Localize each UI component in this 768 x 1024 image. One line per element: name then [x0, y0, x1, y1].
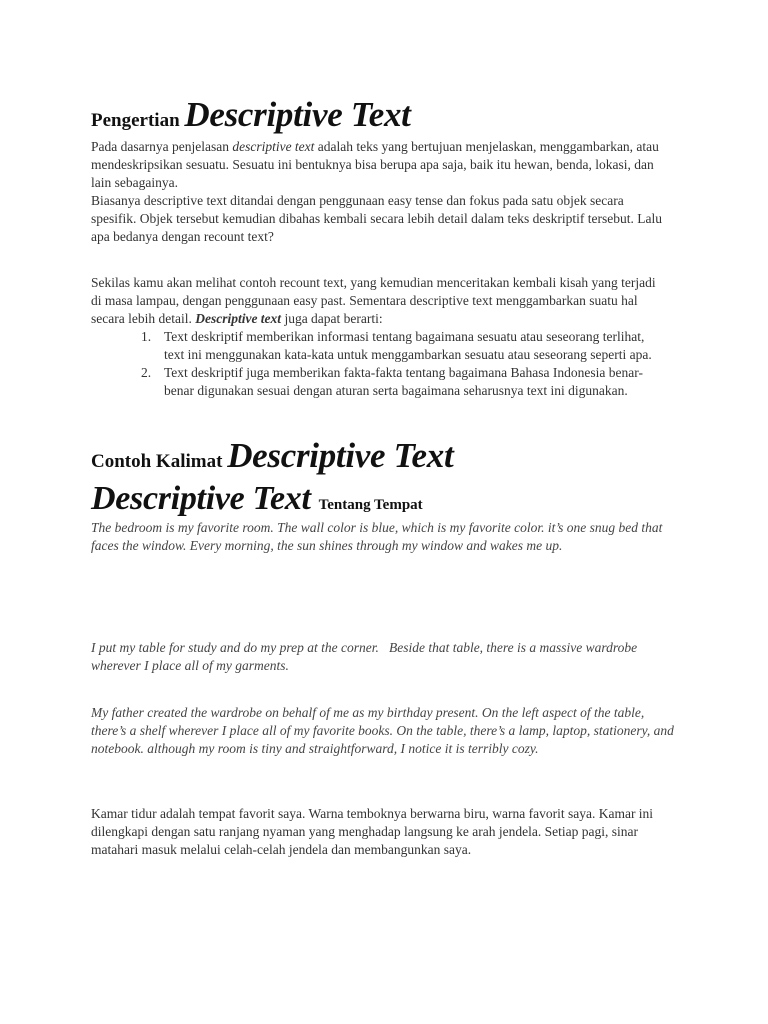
tense-paragraph: Biasanya descriptive text ditandai dengan penggunaan easy tense dan fokus pada satu objek secara spesifik. Objek tersebut kemudian dibahas kembali secara lebih detail dalam teks deskriptif tersebut. Lalu apa bedanya dengan recount text? [91, 193, 662, 244]
section-heading-contoh [91, 436, 453, 476]
heading-prefix: Contoh Kalimat [91, 451, 223, 472]
subheading-suffix: Tentang Tempat [318, 497, 423, 513]
heading-prefix: Pengertian [91, 110, 180, 131]
comparison-text-em: Descriptive text [195, 311, 282, 326]
intro-text-a: Pada dasarnya penjelasan [91, 139, 233, 154]
subheading-tempat [91, 480, 423, 518]
intro-text-em: descriptive text [232, 139, 315, 154]
subheading-emphasis: Descriptive Text [91, 480, 311, 517]
example-paragraph-2: I put my table for study and do my prep at the corner. Beside that table, there is a massive wardrobe wherever I place all of my garments. [91, 640, 638, 673]
list-item [141, 364, 662, 400]
definition-list [141, 328, 662, 400]
comparison-paragraph [91, 274, 663, 328]
comparison-text-b: juga dapat berarti: [281, 311, 383, 326]
list-number: 2. [141, 365, 152, 380]
list-item-text: Text deskriptif juga memberikan fakta-fakta tentang bagaimana Bahasa Indonesia benar-benar digunakan sesuai dengan aturan serta bagaimana seharusnya text ini digunakan. [164, 365, 643, 398]
example-paragraph-1: The bedroom is my favorite room. The wall color is blue, which is my favorite color. it’s one snug bed that faces the window. Every morning, the sun shines through my window and wakes me up. [91, 520, 663, 553]
translation-paragraph: Kamar tidur adalah tempat favorit saya. Warna temboknya berwarna biru, warna favorit saya. Kamar ini dilengkapi dengan satu ranjang nyaman yang menghadap langsung ke arah jendela. Setiap pagi, sinar matahari masuk melalui celah-celah jendela dan membangunkan saya. [91, 806, 654, 857]
heading-emphasis: Descriptive Text [184, 95, 411, 134]
comparison-text-a: Sekilas kamu akan melihat contoh recount text, yang kemudian menceritakan kembali kisah yang terjadi di masa lampau, dengan penggunaan easy past. Sementara descriptive text menggambarkan suatu hal secara lebih detail. [91, 275, 656, 326]
intro-paragraph [91, 138, 663, 192]
heading-emphasis: Descriptive Text [227, 436, 454, 475]
list-item-text: Text deskriptif memberikan informasi tentang bagaimana sesuatu atau seseorang terlihat, text ini menggunakan kata-kata untuk menggambarkan sesuatu atau seseorang seperti apa. [164, 329, 652, 362]
list-item [141, 328, 662, 364]
intro-text-b: adalah teks yang bertujuan menjelaskan, menggambarkan, atau mendeskripsikan sesuatu. Sesuatu ini bentuknya bisa berupa apa saja, baik itu hewan, benda, lokasi, dan lain sebagainya. [91, 139, 659, 190]
example-paragraph-3: My father created the wardrobe on behalf of me as my birthday present. On the left aspect of the table, there’s a shelf wherever I place all of my favorite books. On the table, there’s a lamp, laptop, stationery, and notebook. although my room is tiny and straightforward, I notice it is terribly cozy. [91, 705, 674, 756]
list-number: 1. [141, 329, 152, 344]
section-heading-pengertian [91, 95, 411, 135]
